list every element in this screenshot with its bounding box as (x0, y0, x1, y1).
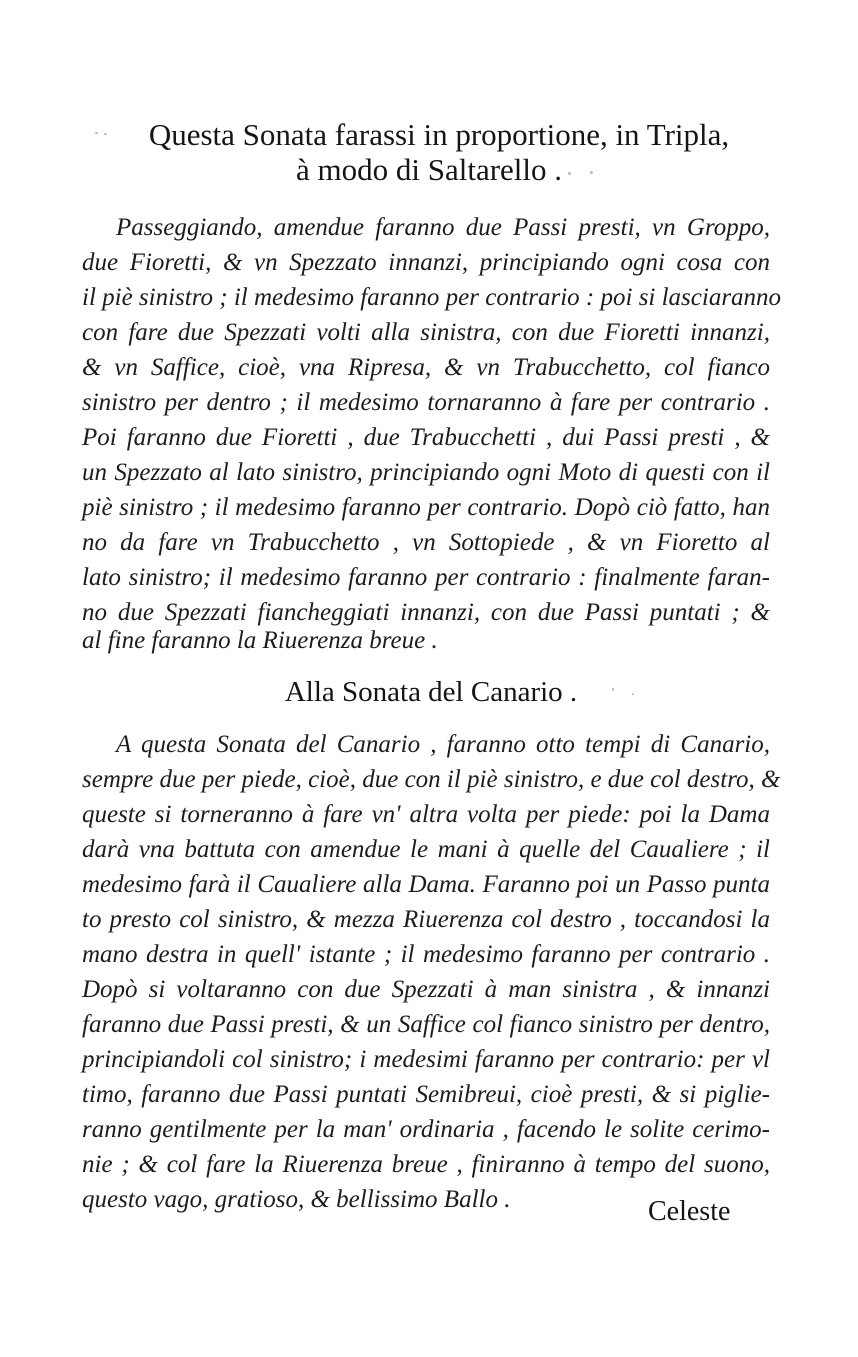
text-line: to presto col sinistro, & mezza Riuerenza col destro , toccandosi la (82, 906, 770, 933)
text-line: piè sinistro ; il medesimo faranno per contrario. Dopò ciò fatto, han (82, 494, 770, 521)
text-line: due Fioretti, & vn Spezzato innanzi, principiando ogni cosa con (82, 249, 770, 276)
text-line: sempre due per piede, cioè, due con il piè sinistro, e due col destro, & (82, 766, 781, 793)
text-line: questo vago, gratioso, & bellissimo Ballo . (82, 1186, 511, 1213)
text-line: Poi faranno due Fioretti , due Trabucchetti , dui Passi presti , & (82, 424, 770, 451)
text-line: il piè sinistro ; il medesimo faranno per contrario : poi si lasciaranno (82, 284, 782, 311)
text-line: & vn Saffice, cioè, vna Ripresa, & vn Trabucchetto, col fianco (82, 354, 770, 381)
print-speck (95, 132, 98, 134)
print-speck (568, 172, 571, 175)
print-speck (104, 133, 107, 135)
text-line: no da fare vn Trabucchetto , vn Sottopiede , & vn Fioretto al (82, 529, 770, 556)
text-line: un Spezzato al lato sinistro, principiando ogni Moto di questi con il (82, 459, 770, 486)
text-line: lato sinistro; il medesimo faranno per contrario : finalmente faran- (82, 564, 770, 591)
canario-title: Alla Sonata del Canario . (284, 676, 578, 708)
text-line: queste si torneranno à fare vn' altra volta per piede: poi la Dama (82, 801, 770, 828)
text-line: Passeggiando, amendue faranno due Passi presti, vn Groppo, (116, 214, 770, 241)
text-line: Dopò si voltaranno con due Spezzati à man sinistra , & innanzi (82, 976, 770, 1003)
text-line: A questa Sonata del Canario , faranno otto tempi di Canario, (116, 731, 770, 758)
text-line: faranno due Passi presti, & un Saffice col fianco sinistro per dentro, (82, 1011, 770, 1038)
text-line: darà vna battuta con amendue le mani à quelle del Caualiere ; il (82, 836, 770, 863)
print-speck (612, 688, 614, 691)
section-title-line-2: à modo di Saltarello . (295, 152, 563, 187)
text-line: con fare due Spezzati volti alla sinistra, con due Fioretti innanzi, (82, 319, 770, 346)
text-line: no due Spezzati fiancheggiati innanzi, con due Passi puntati ; & (82, 599, 770, 626)
text-line: principiandoli col sinistro; i medesimi faranno per contrario: per vl (82, 1046, 770, 1073)
catchword: Celeste (648, 1196, 731, 1227)
print-speck (632, 693, 634, 695)
text-line: nie ; & col fare la Riuerenza breue , finiranno à tempo del suono, (82, 1151, 770, 1178)
text-line: sinistro per dentro ; il medesimo tornaranno à fare per contrario . (82, 389, 770, 416)
print-speck (590, 171, 593, 174)
text-line: medesimo farà il Caualiere alla Dama. Faranno poi un Passo punta (82, 871, 770, 898)
text-line: mano destra in quell' istante ; il medesimo faranno per contrario . (82, 941, 770, 968)
text-line: timo, faranno due Passi puntati Semibreui, cioè presti, & si piglie- (82, 1081, 770, 1108)
section-title-line-1: Questa Sonata farassi in proportione, in Tripla, (148, 117, 730, 152)
text-line: al fine faranno la Riuerenza breue . (82, 627, 438, 654)
text-line: ranno gentilmente per la man' ordinaria , facendo le solite cerimo- (82, 1116, 770, 1143)
